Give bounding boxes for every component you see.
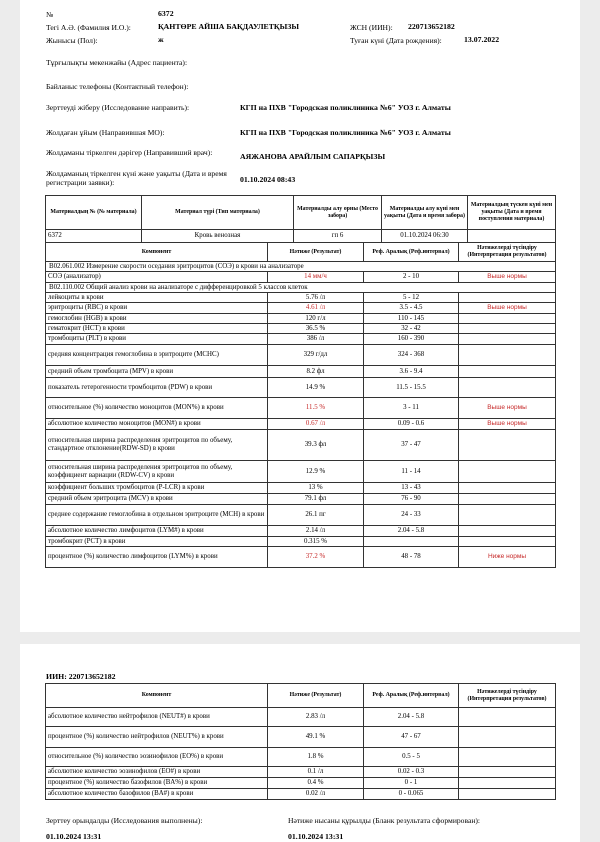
result-row [46,334,556,345]
result-value: 49.1 % [268,727,364,748]
result-row [46,272,556,283]
patient-name-label: Тегі А.Ә. (Фамилия И.О.): [46,23,131,32]
material-table [45,195,556,243]
number-value: 6372 [158,9,174,18]
material-cell: Кровь венозная [142,230,294,243]
result-row [46,547,556,568]
result-ref: 2 - 10 [364,272,459,283]
performed-label: Зерттеу орындалды (Исследования выполнены): [46,816,203,825]
result-value: 8.2 фл [268,366,364,378]
results-header: Нәтижелерді түсіндіру (Интерпретация результатов) [459,243,556,262]
result-row [46,494,556,505]
result-name: абсолютное количество базофилов (BA#) в крови [46,789,268,800]
result-value: 36.5 % [268,324,364,334]
result-row [46,303,556,314]
result-flag [459,483,556,494]
patient-name-value: ҚАНТӨРЕ АЙША БАҚДАУЛЕТҚЫЗЫ [158,22,299,31]
result-row [46,748,556,767]
result-name: средняя концентрация гемоглобина в эритроците (MCHC) [46,345,268,366]
result-name: показатель гетерогенности тромбоцитов (PDW) в крови [46,378,268,398]
result-name: процентное (%) количество лимфоцитов (LYM%) в крови [46,547,268,568]
results-header: Нәтиже (Результат) [268,243,364,262]
result-ref: 11.5 - 15.5 [364,378,459,398]
result-ref: 2.04 - 5.8 [364,526,459,537]
result-row [46,789,556,800]
report-page-2 [20,644,580,842]
phone-label: Байланыс телефоны (Контактный телефон): [46,82,189,91]
result-flag [459,748,556,767]
material-header: Материалды алу орны (Место забора) [294,196,382,230]
section-title: B02.061.002 Измерение скорости оседания эритроцитов (СОЭ) в крови на анализаторе [46,262,556,272]
result-name: процентное (%) количество базофилов (BA%) в крови [46,778,268,789]
result-value: 120 г/л [268,314,364,324]
result-value: 0.1 /л [268,767,364,778]
result-value: 13 % [268,483,364,494]
result-ref: 37 - 47 [364,430,459,461]
result-row [46,778,556,789]
section-row [46,283,556,293]
result-name: абсолютное количество нейтрофилов (NEUT#) в крови [46,708,268,727]
result-ref: 3.5 - 4.5 [364,303,459,314]
result-flag [459,505,556,526]
result-row [46,345,556,366]
result-ref: 5 - 12 [364,293,459,303]
result-value: 0.4 % [268,778,364,789]
result-row [46,708,556,727]
result-ref: 0.02 - 0.3 [364,767,459,778]
result-ref: 11 - 14 [364,461,459,483]
result-flag: Выше нормы [459,398,556,419]
result-row [46,324,556,334]
result-name: гемоглобин (HGB) в крови [46,314,268,324]
referring-org-label: Жолдаған ұйым (Направившая МО): [46,128,165,137]
result-flag [459,778,556,789]
results-header: Реф. Аралық (Реф.интервал) [364,243,459,262]
result-value: 2.83 /л [268,708,364,727]
material-header: Материалды алу күні мен уақыты (Дата и время забора) [382,196,468,230]
result-flag: Выше нормы [459,272,556,283]
result-row [46,430,556,461]
result-name: относительное (%) количество эозинофилов (EO%) в крови [46,748,268,767]
result-name: относительная ширина распределения эритроцитов по объему, коэффициент вариации (RDW-CV) в крови [46,461,268,483]
result-row [46,767,556,778]
result-ref: 32 - 42 [364,324,459,334]
sent-to-value: КГП на ПХВ "Городская поликлиника №6" УОЗ г. Алматы [240,103,451,112]
sex-label: Жынысы (Пол): [46,36,98,45]
result-row [46,483,556,494]
material-header: Материалдың түскен күні мен уақыты (Дата и время поступления материала) [468,196,556,230]
result-name: средний объем эритроцита (MCV) в крови [46,494,268,505]
dob-label: Туған күні (Дата рождения): [350,36,442,45]
result-name: абсолютное количество лимфоцитов (LYM#) в крови [46,526,268,537]
result-name: средний объем тромбоцита (MPV) в крови [46,366,268,378]
result-ref: 160 - 390 [364,334,459,345]
material-header: Материал түрі (Тип материала) [142,196,294,230]
result-ref: 13 - 43 [364,483,459,494]
result-flag [459,494,556,505]
result-ref: 3 - 11 [364,398,459,419]
section-row [46,262,556,272]
result-ref: 0.5 - 5 [364,748,459,767]
iin-value: 220713652182 [408,22,455,31]
result-value: 79.1 фл [268,494,364,505]
result-value: 5.76 /л [268,293,364,303]
result-value: 39.3 фл [268,430,364,461]
doctor-label: Жолдаманы тіркелген дәрігер (Направивший врач): [46,148,213,157]
result-name: процентное (%) количество нейтрофилов (NEUT%) в крови [46,727,268,748]
result-row [46,537,556,547]
material-cell: 6372 [46,230,142,243]
result-ref: 0.09 - 0.6 [364,419,459,430]
result-flag [459,366,556,378]
result-row [46,727,556,748]
result-ref: 2.04 - 5.8 [364,708,459,727]
result-name: тромбоциты (PLT) в крови [46,334,268,345]
result-flag [459,767,556,778]
sent-to-label: Зерттеуді жіберу (Исследование направить): [46,103,190,112]
result-flag [459,314,556,324]
result-name: среднее содержание гемоглобина в отдельном эритроците (MCH) в крови [46,505,268,526]
result-value: 2.14 /л [268,526,364,537]
registration-label: Жолдаманың тіркелген күні және уақыты (Дата и время регистрации заявки): [46,169,227,187]
result-value: 26.1 пг [268,505,364,526]
page2-iin: ИИН: 220713652182 [46,672,116,681]
result-value: 0.02 /л [268,789,364,800]
dob-value: 13.07.2022 [464,35,500,44]
result-value: 1.8 % [268,748,364,767]
result-name: лейкоциты в крови [46,293,268,303]
result-ref: 110 - 145 [364,314,459,324]
result-flag [459,789,556,800]
referring-org-value: КГП на ПХВ "Городская поликлиника №6" УОЗ г. Алматы [240,128,451,137]
material-cell: гп 6 [294,230,382,243]
report-page-1 [20,0,580,632]
result-flag: Выше нормы [459,303,556,314]
result-ref: 324 - 368 [364,345,459,366]
result-row [46,526,556,537]
result-row [46,419,556,430]
result-ref: 3.6 - 9.4 [364,366,459,378]
result-ref: 0 - 0.065 [364,789,459,800]
sex-value: ж [158,35,164,44]
results-header: Нәтиже (Результат) [268,684,364,708]
performed-value: 01.10.2024 13:31 [46,832,102,841]
results-header: Компонент [46,684,268,708]
result-value: 37.2 % [268,547,364,568]
result-name: абсолютное количество эозинофилов (EO#) в крови [46,767,268,778]
result-flag [459,461,556,483]
result-name: относительное (%) количество моноцитов (MON%) в крови [46,398,268,419]
formed-label: Нәтиже нысаны құрылды (Бланк результата сформирован): [288,816,481,825]
result-ref: 24 - 33 [364,505,459,526]
result-row [46,378,556,398]
result-name: гематокрит (HCT) в крови [46,324,268,334]
result-value: 329 г/дл [268,345,364,366]
results-header: Реф. Аралық (Реф.интервал) [364,684,459,708]
result-row [46,461,556,483]
result-flag [459,727,556,748]
result-flag: Ниже нормы [459,547,556,568]
result-value: 0.315 % [268,537,364,547]
result-name: абсолютное количество моноцитов (MON#) в крови [46,419,268,430]
results-table [45,242,556,568]
material-header: Материалдың № (№ материала) [46,196,142,230]
results-table-continued [45,683,556,800]
doctor-value: АЯЖАНОВА АРАЙЛЫМ САПАРҚЫЗЫ [240,152,386,161]
result-flag [459,345,556,366]
result-row [46,293,556,303]
result-flag [459,378,556,398]
result-name: коэффициент больших тромбоцитов (P-LCR) в крови [46,483,268,494]
results-header: Нәтижелерді түсіндіру (Интерпретация результатов) [459,684,556,708]
result-name: эритроциты (RBC) в крови [46,303,268,314]
result-value: 4.61 /л [268,303,364,314]
result-ref: 48 - 78 [364,547,459,568]
result-flag [459,526,556,537]
result-value: 11.5 % [268,398,364,419]
result-flag: Выше нормы [459,419,556,430]
result-value: 0.67 /л [268,419,364,430]
result-value: 14.9 % [268,378,364,398]
result-flag [459,708,556,727]
iin-label: ЖСН (ИИН): [350,23,393,32]
result-ref: 0 - 1 [364,778,459,789]
result-flag [459,334,556,345]
formed-value: 01.10.2024 13:31 [288,832,344,841]
registration-value: 01.10.2024 08:43 [240,175,296,184]
result-row [46,505,556,526]
result-row [46,366,556,378]
number-label: № [46,10,54,19]
results-header: Компонент [46,243,268,262]
result-flag [459,537,556,547]
address-label: Тұрғылықты мекенжайы (Адрес пациента): [46,58,188,67]
result-flag [459,430,556,461]
result-name: тромбокрит (PCT) в крови [46,537,268,547]
result-value: 12.9 % [268,461,364,483]
result-name: СОЭ (анализатор) [46,272,268,283]
result-ref [364,537,459,547]
material-cell [468,230,556,243]
result-value: 14 мм/ч [268,272,364,283]
result-flag [459,324,556,334]
result-name: относительная ширина распределения эритроцитов по объему, стандартное отклонение(RDW-SD) в крови [46,430,268,461]
result-value: 386 /л [268,334,364,345]
result-row [46,314,556,324]
result-ref: 76 - 90 [364,494,459,505]
section-title: B02.110.002 Общий анализ крови на анализаторе с дифференцировкой 5 классов клеток [46,283,556,293]
result-row [46,398,556,419]
material-cell: 01.10.2024 06:30 [382,230,468,243]
result-ref: 47 - 67 [364,727,459,748]
result-flag [459,293,556,303]
